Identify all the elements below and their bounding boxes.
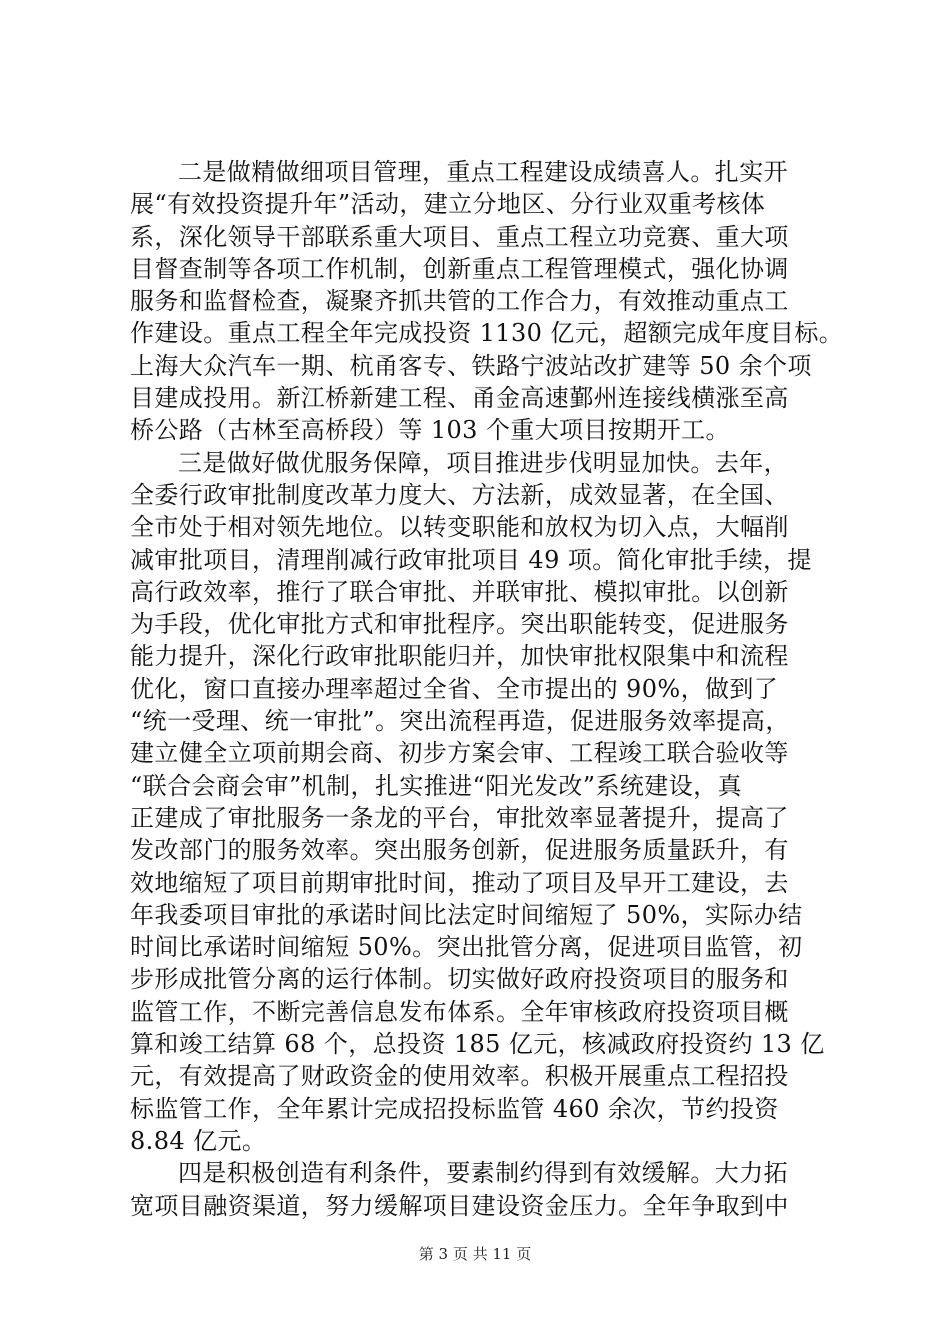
paragraph-2-line-4: 目督查制等各项工作机制，创新重点工程管理模式，强化协调 (130, 254, 789, 283)
paragraph-3-line-20: 元，有效提高了财政资金的使用效率。积极开展重点工程招投 (130, 1062, 789, 1091)
paragraph-2-line-5: 服务和监督检查，凝聚齐抓共管的工作合力，有效推动重点工 (130, 287, 789, 316)
paragraph-3-line-16: 时间比承诺时间缩短 50%。突出批管分离，促进项目监管，初 (130, 933, 803, 962)
paragraph-3-line-2: 全委行政审批制度改革力度大、方法新，成效显著，在全国、 (130, 480, 789, 509)
paragraph-3-line-15: 年我委项目审批的承诺时间比法定时间缩短了 50%，实际办结 (130, 900, 803, 929)
paragraph-3-line-4: 减审批项目，清理削减行政审批项目 49 项。简化审批手续，提 (130, 545, 812, 574)
paragraph-3-line-12: 正建成了审批服务一条龙的平台，审批效率显著提升，提高了 (130, 803, 789, 832)
paragraph-4-line-1: 四是积极创造有利条件，要素制约得到有效缓解。大力拓 (178, 1159, 788, 1188)
paragraph-2-line-2: 展“有效投资提升年”活动，建立分地区、分行业双重考核体 (130, 190, 766, 219)
paragraph-3-line-5: 高行政效率，推行了联合审批、并联审批、模拟审批。以创新 (130, 577, 789, 606)
paragraph-3-line-14: 效地缩短了项目前期审批时间，推动了项目及早开工建设，去 (130, 868, 789, 897)
paragraph-3-line-6: 为手段，优化审批方式和审批程序。突出职能转变，促进服务 (130, 610, 789, 639)
paragraph-2-line-1: 二是做精做细项目管理，重点工程建设成绩喜人。扎实开 (178, 158, 788, 186)
paragraph-3-line-3: 全市处于相对领先地位。以转变职能和放权为切入点，大幅削 (130, 513, 789, 542)
paragraph-4-line-2: 宽项目融资渠道，努力缓解项目建设资金压力。全年争取到中 (130, 1191, 789, 1220)
paragraph-3-line-7: 能力提升，深化行政审批职能归并，加快审批权限集中和流程 (130, 642, 789, 671)
paragraph-3-line-17: 步形成批管分离的运行体制。切实做好政府投资项目的服务和 (130, 965, 789, 994)
paragraph-3-line-8: 优化，窗口直接办理率超过全省、全市提出的 90%，做到了 (130, 674, 779, 703)
paragraph-3-line-1: 三是做好做优服务保障，项目推进步伐明显加快。去年， (178, 448, 788, 477)
paragraph-3-line-18: 监管工作，不断完善信息发布体系。全年审核政府投资项目概 (130, 997, 789, 1026)
paragraph-3-line-21: 标监管工作，全年累计完成招投标监管 460 余次，节约投资 (130, 1094, 779, 1123)
paragraph-2-line-9: 桥公路（古林至高桥段）等 103 个重大项目按期开工。 (130, 416, 730, 445)
paragraph-2-line-3: 系，深化领导干部联系重大项目、重点工程立功竞赛、重大项 (130, 222, 789, 251)
paragraph-3-line-19: 算和竣工结算 68 个，总投资 185 亿元，核减政府投资约 13 亿 (130, 1030, 825, 1059)
paragraph-3-line-9: “统一受理、统一审批”。突出流程再造，促进服务效率提高， (130, 707, 790, 736)
paragraph-3-line-11: “联合会商会审”机制，扎实推进“阳光发改”系统建设，真 (130, 771, 742, 800)
body-text (130, 156, 844, 1222)
paragraph-3-line-13: 发改部门的服务效率。突出服务创新，促进服务质量跃升，有 (130, 836, 789, 865)
paragraph-2-line-6: 作建设。重点工程全年完成投资 1130 亿元，超额完成年度目标。 (130, 319, 844, 348)
page-number-footer: 第 3 页 共 11 页 (418, 1245, 532, 1263)
paragraph-3-line-22: 8.84 亿元。 (130, 1126, 267, 1155)
paragraph-2-line-8: 目建成投用。新江桥新建工程、甬金高速鄞州连接线横涨至高 (130, 384, 789, 413)
paragraph-2-line-7: 上海大众汽车一期、杭甬客专、铁路宁波站改扩建等 50 余个项 (130, 351, 812, 380)
paragraph-3-line-10: 建立健全立项前期会商、初步方案会审、工程竣工联合验收等 (130, 739, 789, 768)
